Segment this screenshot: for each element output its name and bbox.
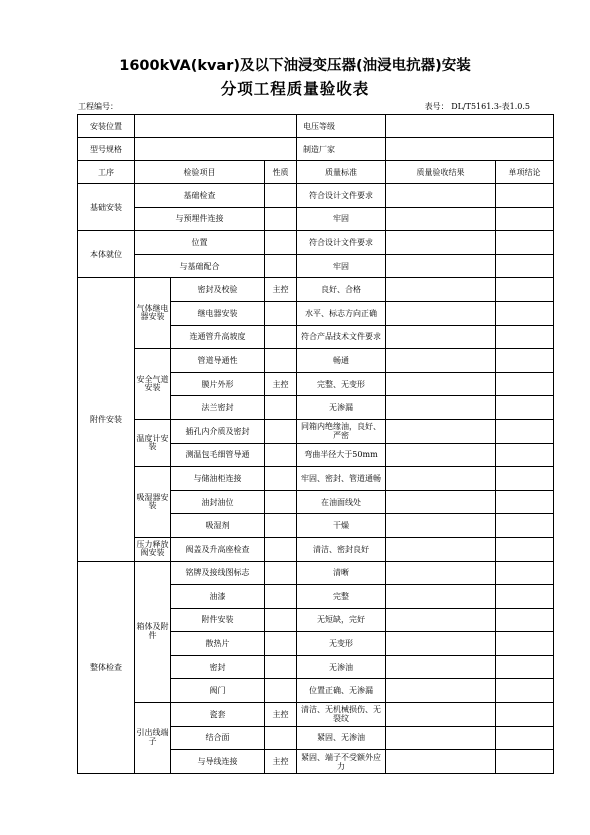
model-spec-value[interactable] xyxy=(135,138,297,161)
table-row xyxy=(78,467,554,491)
nature-cell xyxy=(265,301,297,325)
nature-cell: 主控 xyxy=(265,750,297,774)
result-cell[interactable] xyxy=(386,726,496,750)
header-process: 工序 xyxy=(78,161,135,184)
nature-cell xyxy=(265,490,297,514)
check-item: 测温包毛细管导通 xyxy=(171,443,265,467)
standard-cell: 位置正确、无渗漏 xyxy=(297,679,386,703)
install-location-label: 安装位置 xyxy=(78,115,135,138)
inspection-table xyxy=(77,114,554,774)
standard-cell: 无渗油 xyxy=(297,655,386,679)
check-item: 阀门 xyxy=(171,679,265,703)
info-row-model xyxy=(78,138,554,161)
table-row xyxy=(78,207,554,231)
form-number: 表号： DL/T5161.3-表1.0.5 xyxy=(424,102,530,111)
result-cell[interactable] xyxy=(386,325,496,349)
conclusion-cell[interactable] xyxy=(496,490,554,514)
nature-cell xyxy=(265,443,297,467)
result-cell[interactable] xyxy=(386,372,496,396)
standard-cell: 清洁、密封良好 xyxy=(297,537,386,561)
result-cell[interactable] xyxy=(386,632,496,656)
nature-cell xyxy=(265,325,297,349)
conclusion-cell[interactable] xyxy=(496,608,554,632)
check-item: 管道导通性 xyxy=(171,349,265,373)
nature-cell xyxy=(265,608,297,632)
model-spec-label: 型号规格 xyxy=(78,138,135,161)
result-cell[interactable] xyxy=(386,207,496,231)
group-gas-relay: 气体继电器安装 xyxy=(135,278,171,349)
result-cell[interactable] xyxy=(386,419,496,443)
conclusion-cell[interactable] xyxy=(496,537,554,561)
check-item: 油封油位 xyxy=(171,490,265,514)
result-cell[interactable] xyxy=(386,679,496,703)
check-item: 插孔内介质及密封 xyxy=(171,419,265,443)
check-item: 附件安装 xyxy=(171,608,265,632)
standard-cell: 符合设计文件要求 xyxy=(297,184,386,208)
nature-cell: 主控 xyxy=(265,703,297,727)
result-cell[interactable] xyxy=(386,703,496,727)
check-item: 结合面 xyxy=(171,726,265,750)
check-item: 吸湿剂 xyxy=(171,514,265,538)
check-item: 密封 xyxy=(171,655,265,679)
nature-cell xyxy=(265,679,297,703)
conclusion-cell[interactable] xyxy=(496,514,554,538)
table-row xyxy=(78,703,554,727)
result-cell[interactable] xyxy=(386,184,496,208)
table-row xyxy=(78,231,554,255)
standard-cell: 符合产品技术文件要求 xyxy=(297,325,386,349)
conclusion-cell[interactable] xyxy=(496,231,554,255)
check-item: 与预埋件连接 xyxy=(135,207,265,231)
conclusion-cell[interactable] xyxy=(496,443,554,467)
standard-cell: 牢固 xyxy=(297,254,386,278)
standard-cell: 水平、标志方向正确 xyxy=(297,301,386,325)
result-cell[interactable] xyxy=(386,349,496,373)
check-item: 继电器安装 xyxy=(171,301,265,325)
header-item: 检验项目 xyxy=(135,161,265,184)
result-cell[interactable] xyxy=(386,608,496,632)
conclusion-cell[interactable] xyxy=(496,561,554,585)
manufacturer-value[interactable] xyxy=(386,138,554,161)
nature-cell xyxy=(265,396,297,420)
nature-cell xyxy=(265,207,297,231)
check-item: 与基础配合 xyxy=(135,254,265,278)
form-title-line2: 分项工程质量验收表 xyxy=(220,80,370,98)
result-cell[interactable] xyxy=(386,278,496,302)
result-cell[interactable] xyxy=(386,490,496,514)
check-item: 膜片外形 xyxy=(171,372,265,396)
standard-cell: 完整 xyxy=(297,585,386,609)
standard-cell: 无变形 xyxy=(297,632,386,656)
standard-cell: 无短缺，完好 xyxy=(297,608,386,632)
nature-cell xyxy=(265,561,297,585)
conclusion-cell[interactable] xyxy=(496,184,554,208)
project-no-label: 工程编号： xyxy=(78,102,118,111)
nature-cell xyxy=(265,726,297,750)
nature-cell: 主控 xyxy=(265,372,297,396)
conclusion-cell[interactable] xyxy=(496,679,554,703)
header-result: 质量验收结果 xyxy=(386,161,496,184)
nature-cell xyxy=(265,467,297,491)
table-row xyxy=(78,184,554,208)
nature-cell xyxy=(265,585,297,609)
check-item: 散热片 xyxy=(171,632,265,656)
conclusion-cell[interactable] xyxy=(496,750,554,774)
group-safety-duct: 安全气道安装 xyxy=(135,349,171,420)
table-row xyxy=(78,419,554,443)
table-row xyxy=(78,254,554,278)
conclusion-cell[interactable] xyxy=(496,278,554,302)
install-location-value[interactable] xyxy=(135,115,297,138)
result-cell[interactable] xyxy=(386,254,496,278)
info-row-location xyxy=(78,115,554,138)
standard-cell: 紧固、端子不受额外应力 xyxy=(297,750,386,774)
conclusion-cell[interactable] xyxy=(496,655,554,679)
standard-cell: 在油面线处 xyxy=(297,490,386,514)
group-thermometer: 温度计安装 xyxy=(135,419,171,466)
standard-cell: 完整、无变形 xyxy=(297,372,386,396)
result-cell[interactable] xyxy=(386,585,496,609)
check-item: 与储油柜连接 xyxy=(171,467,265,491)
table-row xyxy=(78,537,554,561)
result-cell[interactable] xyxy=(386,396,496,420)
standard-cell: 紧固、无渗油 xyxy=(297,726,386,750)
standard-cell: 畅通 xyxy=(297,349,386,373)
voltage-level-value[interactable] xyxy=(386,115,554,138)
process-body: 本体就位 xyxy=(78,231,135,278)
nature-cell xyxy=(265,231,297,255)
conclusion-cell[interactable] xyxy=(496,703,554,727)
standard-cell: 无渗漏 xyxy=(297,396,386,420)
conclusion-cell[interactable] xyxy=(496,632,554,656)
header-nature: 性质 xyxy=(265,161,297,184)
check-item: 连通管升高坡度 xyxy=(171,325,265,349)
group-breather: 吸湿器安装 xyxy=(135,467,171,538)
result-cell[interactable] xyxy=(386,301,496,325)
result-cell[interactable] xyxy=(386,750,496,774)
check-item: 位置 xyxy=(135,231,265,255)
conclusion-cell[interactable] xyxy=(496,254,554,278)
result-cell[interactable] xyxy=(386,443,496,467)
standard-cell: 同箱内绝缘油，良好、严密 xyxy=(297,419,386,443)
result-cell[interactable] xyxy=(386,467,496,491)
result-cell[interactable] xyxy=(386,231,496,255)
conclusion-cell[interactable] xyxy=(496,301,554,325)
standard-cell: 干燥 xyxy=(297,514,386,538)
header-row xyxy=(78,161,554,184)
standard-cell: 清洁、无机械损伤、无裂纹 xyxy=(297,703,386,727)
nature-cell xyxy=(265,349,297,373)
conclusion-cell[interactable] xyxy=(496,207,554,231)
check-item: 瓷套 xyxy=(171,703,265,727)
header-conclusion: 单项结论 xyxy=(496,161,554,184)
voltage-level-label: 电压等级 xyxy=(297,115,386,138)
check-item: 阀盖及升高座检查 xyxy=(171,537,265,561)
conclusion-cell[interactable] xyxy=(496,467,554,491)
nature-cell xyxy=(265,184,297,208)
table-row xyxy=(78,278,554,302)
group-pressure-valve: 压力释放阀安装 xyxy=(135,537,171,561)
nature-cell xyxy=(265,655,297,679)
table-row xyxy=(78,349,554,373)
standard-cell: 良好、合格 xyxy=(297,278,386,302)
nature-cell xyxy=(265,419,297,443)
conclusion-cell[interactable] xyxy=(496,325,554,349)
header-standard: 质量标准 xyxy=(297,161,386,184)
check-item: 基础检查 xyxy=(135,184,265,208)
result-cell[interactable] xyxy=(386,537,496,561)
result-cell[interactable] xyxy=(386,561,496,585)
result-cell[interactable] xyxy=(386,655,496,679)
standard-cell: 清晰 xyxy=(297,561,386,585)
conclusion-cell[interactable] xyxy=(496,419,554,443)
table-row xyxy=(78,561,554,585)
standard-cell: 符合设计文件要求 xyxy=(297,231,386,255)
standard-cell: 弯曲半径大于50mm xyxy=(297,443,386,467)
check-item: 密封及校验 xyxy=(171,278,265,302)
nature-cell xyxy=(265,254,297,278)
check-item: 铭牌及接线图标志 xyxy=(171,561,265,585)
nature-cell: 主控 xyxy=(265,278,297,302)
group-tank: 箱体及附件 xyxy=(135,561,171,703)
nature-cell xyxy=(265,514,297,538)
conclusion-cell[interactable] xyxy=(496,396,554,420)
conclusion-cell[interactable] xyxy=(496,585,554,609)
conclusion-cell[interactable] xyxy=(496,349,554,373)
conclusion-cell[interactable] xyxy=(496,726,554,750)
check-item: 与导线连接 xyxy=(171,750,265,774)
standard-cell: 牢固、密封、管道通畅 xyxy=(297,467,386,491)
result-cell[interactable] xyxy=(386,514,496,538)
nature-cell xyxy=(265,632,297,656)
group-terminal: 引出线端子 xyxy=(135,703,171,774)
form-title-line1: 1600kVA(kvar)及以下油浸变压器(油浸电抗器)安装 xyxy=(119,58,471,74)
check-item: 油漆 xyxy=(171,585,265,609)
process-overall: 整体检查 xyxy=(78,561,135,773)
conclusion-cell[interactable] xyxy=(496,372,554,396)
process-foundation: 基础安装 xyxy=(78,184,135,231)
nature-cell xyxy=(265,537,297,561)
manufacturer-label: 制造厂家 xyxy=(297,138,386,161)
check-item: 法兰密封 xyxy=(171,396,265,420)
process-accessory: 附件安装 xyxy=(78,278,135,561)
standard-cell: 牢固 xyxy=(297,207,386,231)
